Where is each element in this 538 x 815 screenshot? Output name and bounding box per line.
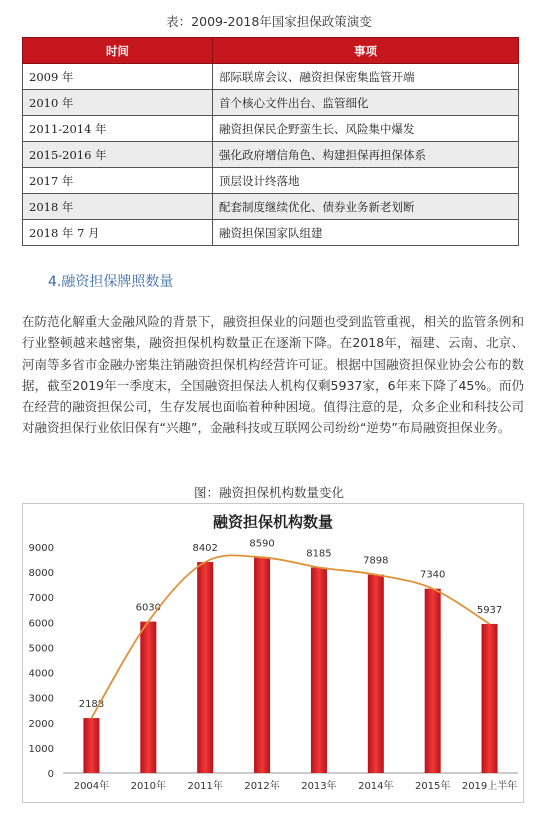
row-matter: 融资担保民企野蛮生长、风险集中爆发 <box>213 116 519 142</box>
table-row <box>23 64 519 90</box>
table-caption: 表：2009-2018年国家担保政策演变 <box>166 14 372 29</box>
row-matter: 强化政府增信角色、构建担保再担保体系 <box>213 142 519 168</box>
table-row <box>23 90 519 116</box>
table-row <box>23 142 519 168</box>
body-paragraph: 在防范化解重大金融风险的背景下，融资担保业的问题也受到监管重视，相关的监管条例和行业整顿越来越密集，融资担保机构数量正在逐渐下降。在2018年，福建、云南、北京、河南等多省市金融办密集注销融资担保机构经营许可证。根据中国融资担保业协会公布的数据，截至2019年一季度末，全国融资担保法人机构仅剩5937家，6年来下降了45%。而仍在经营的融资担保公司，生存发展也面临着种种困境。值得注意的是，众多企业和科技公司对融资担保行业依旧保有“兴趣”，金融科技或互联网公司纷纷“逆势”布局融资担保业务。 <box>22 314 524 436</box>
data-label: 7898 <box>363 555 389 567</box>
chart-svg <box>23 504 523 802</box>
y-tick-label: 1000 <box>28 743 54 755</box>
row-time: 2018 年 <box>23 194 213 220</box>
section-heading: 4.融资担保牌照数量 <box>48 274 174 290</box>
data-label: 8402 <box>192 543 218 555</box>
bar <box>254 557 270 773</box>
y-tick-label: 4000 <box>28 668 54 680</box>
y-tick-label: 6000 <box>28 618 54 630</box>
y-tick-label: 8000 <box>28 568 54 580</box>
data-label: 5937 <box>476 604 503 616</box>
x-tick-label: 2012年 <box>244 781 280 792</box>
bar <box>425 589 441 773</box>
row-time: 2009 年 <box>23 64 213 90</box>
row-matter: 配套制度继续优化、债券业务新老划断 <box>213 194 519 220</box>
row-matter: 首个核心文件出台、监管细化 <box>213 90 519 116</box>
bar <box>197 562 213 773</box>
table-row <box>23 116 519 142</box>
y-tick-label: 9000 <box>28 543 54 554</box>
data-label: 2188 <box>78 699 105 711</box>
header-matter: 事项 <box>213 38 519 64</box>
data-label: 7340 <box>419 569 446 581</box>
x-tick-label: 2004年 <box>73 781 110 792</box>
x-tick-label: 2010年 <box>130 781 167 792</box>
row-time: 2015-2016 年 <box>23 142 213 168</box>
row-matter: 融资担保国家队组建 <box>213 220 519 246</box>
figure-caption: 图：融资担保机构数量变化 <box>193 485 344 500</box>
bar <box>311 567 327 773</box>
x-tick-label: 2015年 <box>414 781 451 792</box>
x-tick-label: 2014年 <box>358 781 394 792</box>
x-tick-label: 2013年 <box>301 781 337 792</box>
y-tick-label: 5000 <box>28 643 54 655</box>
chart-frame <box>22 503 524 803</box>
y-tick-label: 3000 <box>28 693 54 705</box>
bar <box>368 575 384 773</box>
x-tick-label: 2019上半年 <box>461 781 518 792</box>
bar <box>140 622 156 773</box>
data-label: 8590 <box>249 538 275 550</box>
y-tick-label: 2000 <box>28 718 54 730</box>
data-label: 8185 <box>306 548 332 560</box>
row-time: 2011-2014 年 <box>23 116 213 142</box>
table-row <box>23 194 519 220</box>
table-row <box>23 168 519 194</box>
row-matter: 顶层设计终落地 <box>213 168 519 194</box>
row-time: 2018 年 7 月 <box>23 220 213 246</box>
bar <box>83 718 99 773</box>
row-time: 2010 年 <box>23 90 213 116</box>
chart-title: 融资担保机构数量 <box>212 513 334 531</box>
x-tick-label: 2011年 <box>187 781 223 792</box>
header-time: 时间 <box>23 38 213 64</box>
table-header-row <box>23 38 519 64</box>
y-tick-label: 7000 <box>28 593 54 605</box>
y-tick-label: 0 <box>47 769 54 780</box>
policy-table <box>22 37 519 246</box>
bar <box>482 624 498 773</box>
bar-chart <box>23 504 523 806</box>
row-matter: 部际联席会议、融资担保密集监管开端 <box>213 64 519 90</box>
table-row <box>23 220 519 246</box>
row-time: 2017 年 <box>23 168 213 194</box>
data-label: 6030 <box>135 602 162 614</box>
